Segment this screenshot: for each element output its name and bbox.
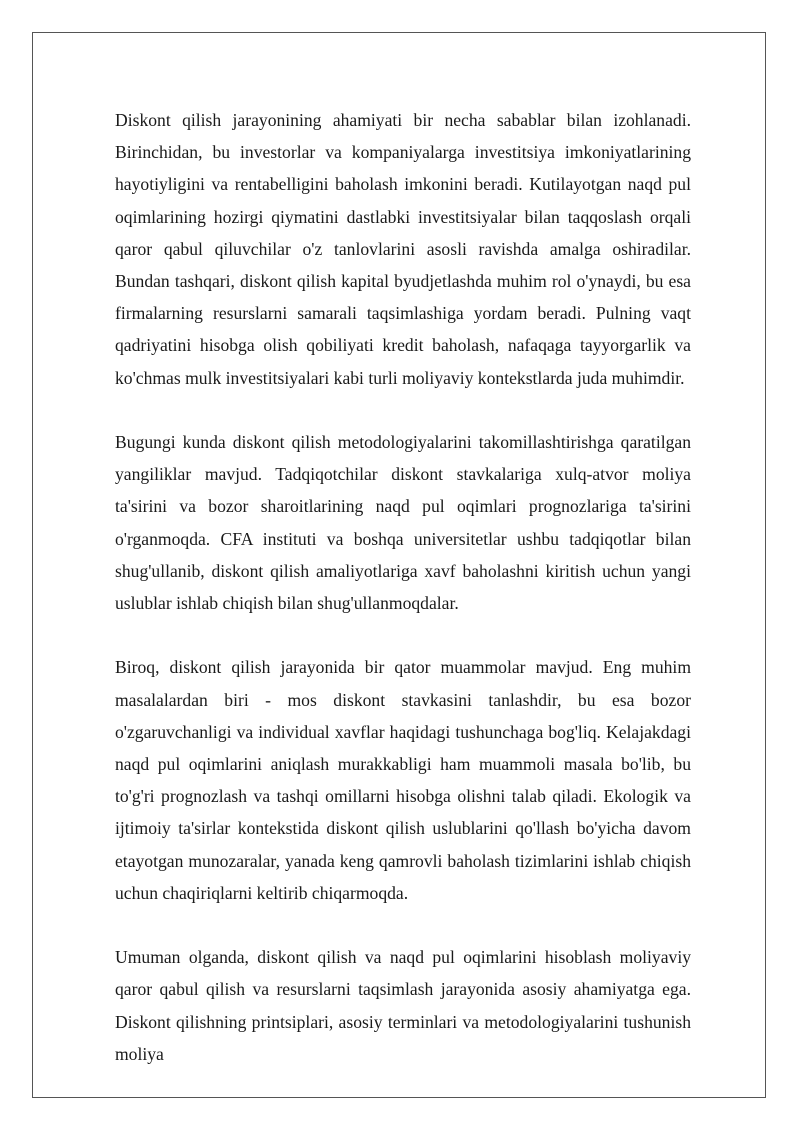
document-body: [115, 104, 691, 1102]
paragraph-1: Diskont qilish jarayonining ahamiyati bir necha sabablar bilan izohlanadi. Birinchidan, bu investorlar va kompaniyalarga investitsiya imkoniyatlarining hayotiyligini va rentabelligini baholash imkonini beradi. Kutilayotgan naqd pul oqimlarining hozirgi qiymatini dastlabki investitsiyalar bilan taqqoslash orqali qaror qabul qiluvchilar o'z tanlovlarini asosli ravishda amalga oshiradilar. Bundan tashqari, diskont qilish kapital byudjetlashda muhim rol o'ynaydi, bu esa firmalarning resurslarni samarali taqsimlashiga yordam beradi. Pulning vaqt qadriyatini hisobga olish qobiliyati kredit baholash, nafaqaga tayyorgarlik va ko'chmas mulk investitsiyalari kabi turli moliyaviy kontekstlarda juda muhimdir.: [115, 110, 691, 388]
paragraph-3: Biroq, diskont qilish jarayonida bir qator muammolar mavjud. Eng muhim masalalardan biri - mos diskont stavkasini tanlashdir, bu esa bozor o'zgaruvchanligi va individual xavflar haqidagi tushunchaga bog'liq. Kelajakdagi naqd pul oqimlarini aniqlash murakkabligi ham muammoli masala bo'lib, bu to'g'ri prognozlash va tashqi omillarni hisobga olishni talab qiladi. Ekologik va ijtimoiy ta'sirlar kontekstida diskont qilish uslublarini qo'llash bo'yicha davom etayotgan munozaralar, yanada keng qamrovli baholash tizimlarini ishlab chiqish uchun chaqiriqlarni keltirib chiqarmoqda.: [115, 657, 691, 903]
paragraph-4: Umuman olganda, diskont qilish va naqd pul oqimlarini hisoblash moliyaviy qaror qabul qilish va resurslarni taqsimlash jarayonida asosiy ahamiyatga ega. Diskont qilishning printsiplari, asosiy terminlari va metodologiyalarini tushunish moliya: [115, 947, 691, 1064]
paragraph-2: Bugungi kunda diskont qilish metodologiyalarini takomillashtirishga qaratilgan yangiliklar mavjud. Tadqiqotchilar diskont stavkalariga xulq-atvor moliya ta'sirini va bozor sharoitlarining naqd pul oqimlari prognozlariga ta'sirini o'rganmoqda. CFA instituti va boshqa universitetlar ushbu tadqiqotlar bilan shug'ullanib, diskont qilish amaliyotlariga xavf baholashni kiritish uchun yangi uslublar ishlab chiqish bilan shug'ullanmoqdalar.: [115, 432, 691, 614]
